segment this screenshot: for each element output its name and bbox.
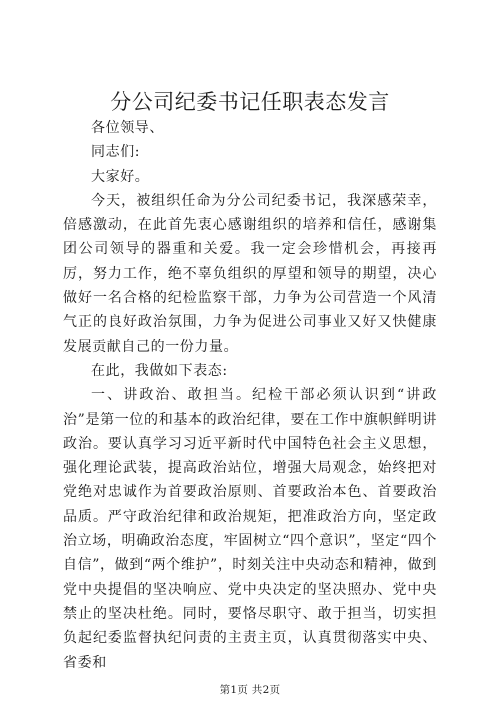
document-body bbox=[63, 116, 437, 675]
document-title: 分公司纪委书记任职表态发言 bbox=[110, 90, 390, 114]
greeting: 大家好。 bbox=[91, 168, 150, 185]
page-footer: 第1页 共2页 bbox=[219, 684, 281, 696]
paragraph-appointment: 今天，被组织任命为分公司纪委书记，我深感荣幸，倍感激动，在此首先衷心感谢组织的培养和信任，感谢集团公司领导的器重和关爱。我一定会珍惜机会，再接再厉，努力工作，绝不辜负组织的厚望和领导的期望，决心做好一名合格的纪检监察干部，力争为公司营造一个风清气正的良好政治氛围，力争为促进公司事业又好又快健康发展贡献自己的一份力量。 bbox=[63, 192, 437, 355]
paragraph-pledge-intro: 在此，我做如下表态: bbox=[91, 362, 228, 379]
salutation-comrades: 同志们: bbox=[91, 144, 141, 161]
paragraph-point-one: 一、讲政治、敢担当。纪检干部必须认识到“讲政治”是第一位的和基本的政治纪律，要在工作中旗帜鲜明讲政治。要认真学习习近平新时代中国特色社会主义思想，强化理论武装，提高政治站位，增强大局观念，始终把对党绝对忠诚作为首要政治原则、首要政治本色、首要政治品质。严守政治纪律和政治规矩，把准政治方向，坚定政治立场，明确政治态度，牢固树立“四个意识”，坚定“四个自信”，做到“两个维护”，时刻关注中央动态和精神，做到党中央提倡的坚决响应、党中央决定的坚决照办、党中央禁止的坚决杜绝。同时，要恪尽职守、敢于担当，切实担负起纪委监督执纪问责的主责主页，认真贯彻落实中央、省委和 bbox=[63, 387, 437, 671]
salutation-leaders: 各位领导、 bbox=[91, 120, 164, 136]
